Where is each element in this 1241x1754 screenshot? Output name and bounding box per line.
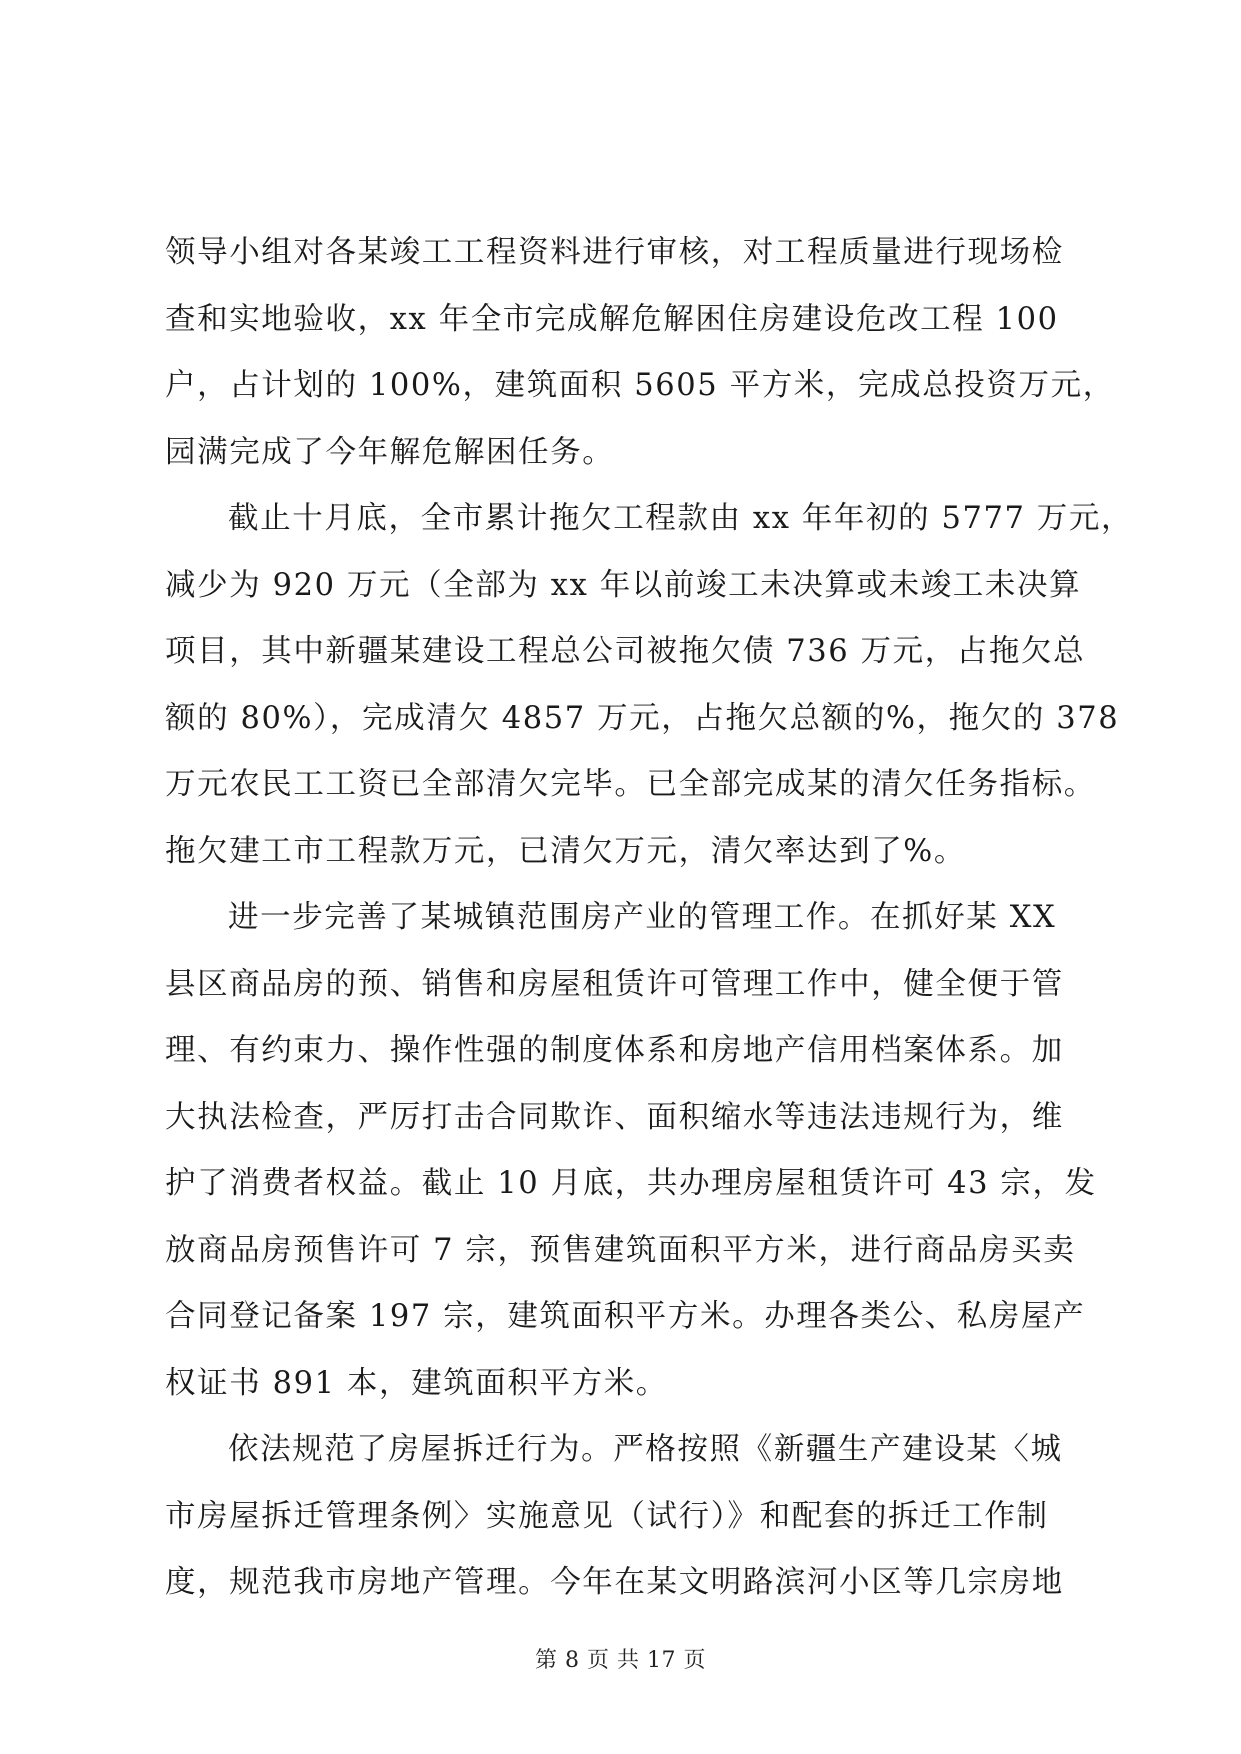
text-line: 合同登记备案 197 宗，建筑面积平方米。办理各类公、私房屋产 bbox=[165, 1299, 1086, 1334]
text-line: 拖欠建工市工程款万元，已清欠万元，清欠率达到了%。 bbox=[165, 834, 966, 869]
text-line: 权证书 891 本，建筑面积平方米。 bbox=[165, 1366, 668, 1401]
paragraph-first-line: 进一步完善了某城镇范围房产业的管理工作。在抓好某 XX bbox=[228, 900, 1057, 935]
text-line: 市房屋拆迁管理条例〉实施意见（试行）》和配套的拆迁工作制 bbox=[165, 1499, 1049, 1534]
text-line: 查和实地验收，xx 年全市完成解危解困住房建设危改工程 100 bbox=[165, 302, 1059, 337]
text-line: 县区商品房的预、销售和房屋租赁许可管理工作中，健全便于管 bbox=[165, 967, 1064, 1002]
text-line: 户，占计划的 100%，建筑面积 5605 平方米，完成总投资万元， bbox=[165, 368, 1115, 403]
text-line: 项目，其中新疆某建设工程总公司被拖欠债 736 万元，占拖欠总 bbox=[165, 634, 1086, 669]
text-line: 大执法检查，严厉打击合同欺诈、面积缩水等违法违规行为，维 bbox=[165, 1100, 1064, 1135]
text-line: 额的 80%），完成清欠 4857 万元，占拖欠总额的%，拖欠的 378 bbox=[165, 701, 1120, 736]
text-line: 领导小组对各某竣工工程资料进行审核，对工程质量进行现场检 bbox=[165, 235, 1064, 270]
paragraph-first-line: 截止十月底，全市累计拖欠工程款由 xx 年年初的 5777 万元， bbox=[228, 501, 1134, 536]
paragraph-first-line: 依法规范了房屋拆迁行为。严格按照《新疆生产建设某〈城 bbox=[228, 1432, 1063, 1467]
text-line: 护了消费者权益。截止 10 月底，共办理房屋租赁许可 43 宗，发 bbox=[165, 1166, 1097, 1201]
text-line: 减少为 920 万元（全部为 xx 年以前竣工未决算或未竣工未决算 bbox=[165, 568, 1082, 603]
page-number-footer: 第 8 页 共 17 页 bbox=[535, 1648, 706, 1673]
text-line: 度，规范我市房地产管理。今年在某文明路滨河小区等几宗房地 bbox=[165, 1565, 1064, 1600]
text-line: 理、有约束力、操作性强的制度体系和房地产信用档案体系。加 bbox=[165, 1033, 1064, 1068]
text-line: 放商品房预售许可 7 宗，预售建筑面积平方米，进行商品房买卖 bbox=[165, 1233, 1076, 1268]
text-line: 万元农民工工资已全部清欠完毕。已全部完成某的清欠任务指标。 bbox=[165, 767, 1096, 802]
text-line: 园满完成了今年解危解困任务。 bbox=[165, 435, 615, 470]
